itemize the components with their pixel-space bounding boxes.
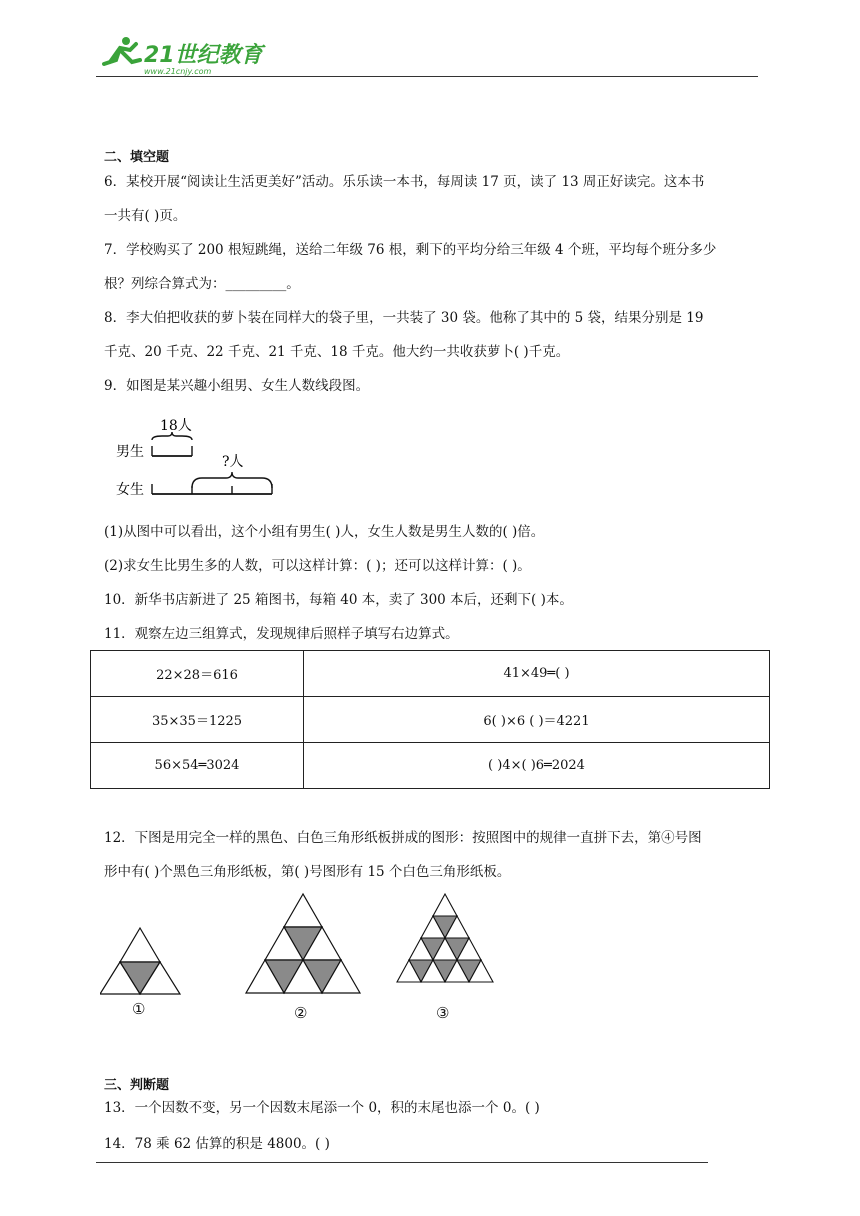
q8-line1: 8．李大伯把收获的萝卜装在同样大的袋子里，一共装了 30 袋。他称了其中的 5 袋，结果分别是 19 xyxy=(104,310,704,326)
section-title-judge: 三、判断题 xyxy=(104,1078,170,1093)
q9-sub1: (1)从图中可以看出，这个小组有男生( )人，女生人数是男生人数的( )倍。 xyxy=(104,524,545,540)
q14-line1: 14．78 乘 62 估算的积是 4800。( ) xyxy=(104,1136,330,1152)
segment-diagram xyxy=(110,412,290,502)
q12-line2: 形中有( )个黑色三角形纸板，第( )号图形有 15 个白色三角形纸板。 xyxy=(104,864,511,880)
logo xyxy=(96,34,266,78)
triangle-figure-2 xyxy=(244,892,364,1000)
logo-text: 21世纪教育 xyxy=(144,43,263,68)
q7-line2: 根？列综合算式为：_________。 xyxy=(104,276,300,292)
table-row xyxy=(91,697,770,743)
table-row xyxy=(91,743,770,789)
table-cell: ( )4×( )6═2024 xyxy=(304,743,770,789)
figure-label-3: ③ xyxy=(436,1004,450,1022)
q6-line1: 6．某校开展“阅读让生活更美好”活动。乐乐读一本书，每周读 17 页，读了 13 周正好读完。这本书 xyxy=(104,174,705,190)
girls-label: 女生 xyxy=(116,482,144,498)
table-cell: 22×28＝616 xyxy=(91,651,304,697)
q7-line1: 7．学校购买了 200 根短跳绳，送给二年级 76 根，剩下的平均分给三年级 4 个班，平均每个班分多少 xyxy=(104,242,717,258)
q10-line1: 10．新华书店新进了 25 箱图书，每箱 40 本，卖了 300 本后，还剩下( )本。 xyxy=(104,592,573,608)
section-title-fill: 二、填空题 xyxy=(104,150,170,165)
boys-label: 男生 xyxy=(116,444,144,460)
q13-line1: 13．一个因数不变，另一个因数末尾添一个 0，积的末尾也添一个 0。( ) xyxy=(104,1100,540,1116)
pattern-table xyxy=(90,650,770,789)
triangle-figure-1 xyxy=(100,924,182,1000)
table-cell: 41×49═( ) xyxy=(304,651,770,697)
figure-label-1: ① xyxy=(132,1000,146,1018)
header-divider xyxy=(96,76,758,77)
table-cell: 35×35＝1225 xyxy=(91,697,304,743)
table-cell: 56×54═3024 xyxy=(91,743,304,789)
boys-count: 18人 xyxy=(160,418,192,434)
q11-line1: 11．观察左边三组算式，发现规律后照样子填写右边算式。 xyxy=(104,626,459,642)
unknown-count: ?人 xyxy=(222,454,244,470)
table-cell: 6( )×6 ( )＝4221 xyxy=(304,697,770,743)
q6-line2: 一共有( )页。 xyxy=(104,208,187,224)
table-row xyxy=(91,651,770,697)
figure-label-2: ② xyxy=(294,1004,308,1022)
q9-sub2: (2)求女生比男生多的人数，可以这样计算：( )；还可以这样计算：( )。 xyxy=(104,558,531,574)
triangle-figure-3 xyxy=(386,892,506,1000)
runner-icon xyxy=(104,37,140,64)
q9-line1: 9．如图是某兴趣小组男、女生人数线段图。 xyxy=(104,378,370,394)
q8-line2: 千克、20 千克、22 千克、21 千克、18 千克。他大约一共收获萝卜( )千克。 xyxy=(104,344,570,360)
footer-divider xyxy=(96,1162,708,1163)
q12-line1: 12．下图是用完全一样的黑色、白色三角形纸板拼成的图形：按照图中的规律一直拼下去，第④号图 xyxy=(104,830,702,846)
logo-url: www.21cnjy.com xyxy=(144,67,212,76)
